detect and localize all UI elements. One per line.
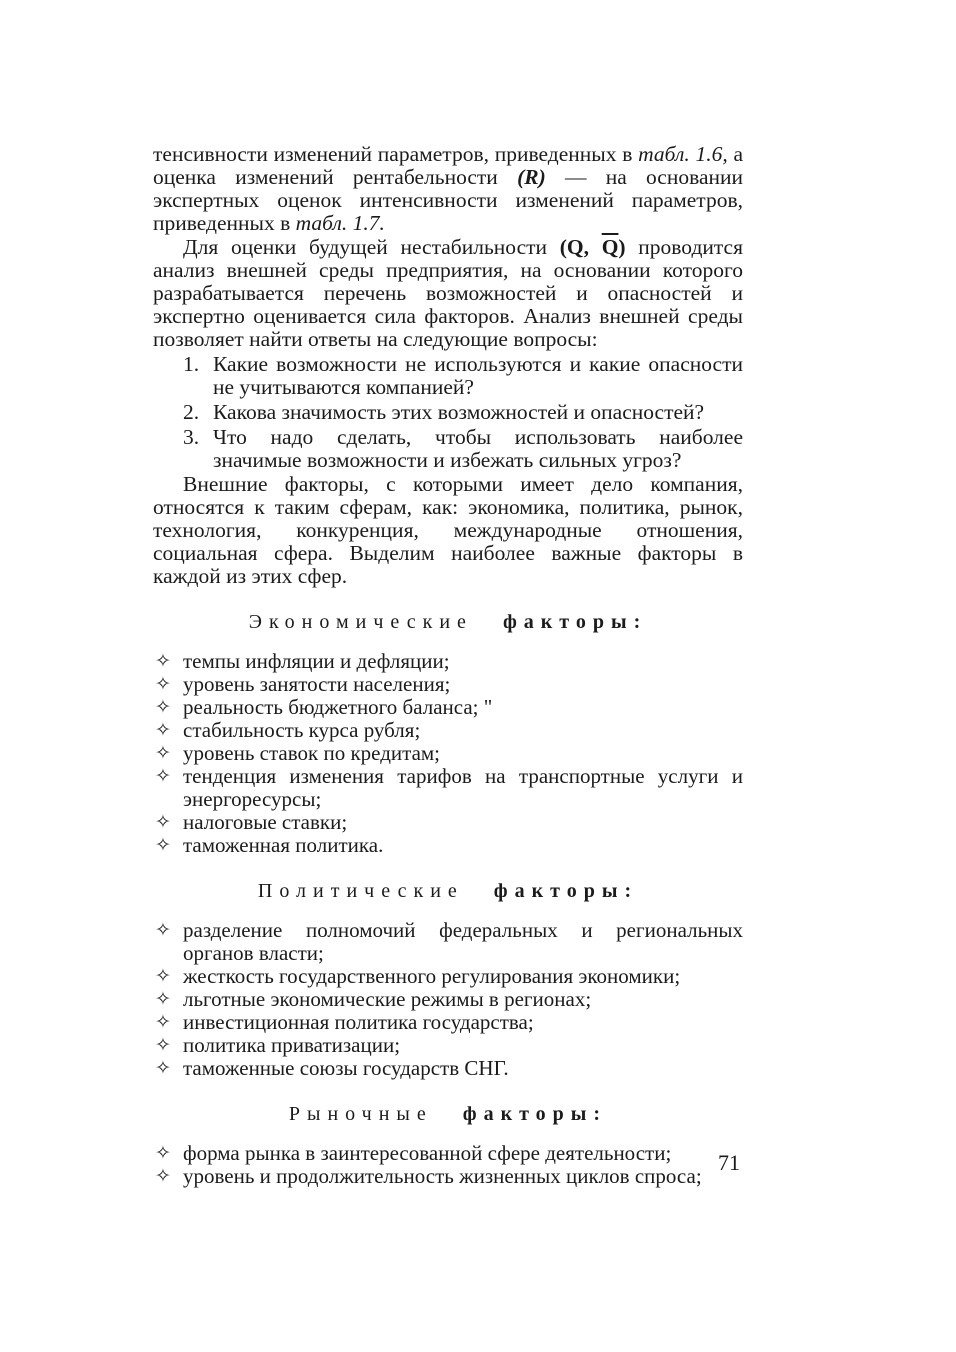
list-item-text: уровень занятости населения; — [183, 672, 451, 696]
bullet-diamond-icon: ✧ — [155, 1058, 171, 1079]
section-heading-economic — [153, 610, 743, 634]
list-item — [153, 988, 743, 1011]
list-item — [153, 965, 743, 988]
heading-word-bold: факторы: — [493, 880, 639, 902]
bullet-diamond-icon: ✧ — [155, 766, 171, 787]
bullet-diamond-icon: ✧ — [155, 697, 171, 718]
list-item — [153, 1165, 743, 1188]
section-heading-political — [153, 879, 743, 903]
heading-word: Рыночные — [288, 1103, 433, 1125]
text-run: а оценка изменений рентабельности — [153, 142, 743, 189]
list-item — [153, 834, 743, 857]
text-run: проводится анализ внешней среды предприятия, на основании которого разрабатывается перечень возможностей и опасностей и экспертно оценивается сила факторов. Анализ внешней среды позволяет найти ответы на следующие вопросы: — [153, 235, 743, 351]
list-item — [153, 673, 743, 696]
bullet-diamond-icon: ✧ — [155, 1012, 171, 1033]
symbol-q: (Q, — [559, 235, 602, 259]
question-number: 2. — [183, 400, 200, 424]
body-text — [153, 143, 743, 1188]
list-item — [153, 1011, 743, 1034]
paragraph-3: Внешние факторы, с которыми имеет дело компания, относятся к таким сферам, как: экономика, политика, рынок, технология, конкуренция, международные отношения, социальная сфера. Выделим наиболее важные факторы в каждой из этих сфер. — [153, 472, 743, 588]
bullet-diamond-icon: ✧ — [155, 674, 171, 695]
list-item — [153, 1142, 743, 1165]
bullet-diamond-icon: ✧ — [155, 812, 171, 833]
heading-word-bold: факторы: — [462, 1103, 608, 1125]
bullet-diamond-icon: ✧ — [155, 966, 171, 987]
question-text: Какова значимость этих возможностей и опасностей? — [213, 400, 705, 424]
text-run: Для оценки будущей нестабильности — [183, 235, 560, 259]
bullet-diamond-icon: ✧ — [155, 835, 171, 856]
list-item-text: жесткость государственного регулирования экономики; — [183, 964, 681, 988]
text-run: — на основании экспертных оценок интенсивности изменений параметров, приведенных в — [153, 165, 744, 235]
list-item — [153, 811, 743, 834]
table-reference: табл. 1.7. — [295, 211, 385, 235]
question-text: Какие возможности не используются и какие опасности не учитываются компанией? — [213, 352, 743, 399]
heading-word: Экономические — [248, 611, 473, 633]
question-number: 1. — [183, 352, 200, 376]
paragraph-1 — [153, 143, 743, 235]
question-item — [153, 353, 743, 399]
list-item-text: таможенные союзы государств СНГ. — [183, 1056, 509, 1080]
section-heading-market — [153, 1102, 743, 1126]
list-item-text: таможенная политика. — [183, 833, 384, 857]
list-item — [153, 1057, 743, 1080]
list-item — [153, 650, 743, 673]
list-item-text: уровень ставок по кредитам; — [183, 741, 441, 765]
list-item — [153, 696, 743, 719]
bullet-diamond-icon: ✧ — [155, 651, 171, 672]
bullet-diamond-icon: ✧ — [155, 920, 171, 941]
question-item — [153, 426, 743, 472]
symbol-q-bar: $\overline{Q}$ — [601, 235, 619, 259]
list-item-text: реальность бюджетного баланса; " — [183, 695, 493, 719]
list-item — [153, 1034, 743, 1057]
list-item-text: тенденция изменения тарифов на транспортные услуги и энергоресурсы; — [183, 764, 743, 811]
list-item — [153, 765, 743, 811]
bullet-diamond-icon: ✧ — [155, 1035, 171, 1056]
page-number: 71 — [718, 1150, 740, 1175]
bullet-diamond-icon: ✧ — [155, 720, 171, 741]
list-item-text: форма рынка в заинтересованной сфере деятельности; — [183, 1141, 672, 1165]
list-item-text: политика приватизации; — [183, 1033, 401, 1057]
question-number: 3. — [183, 425, 200, 449]
question-text: Что надо сделать, чтобы использовать наиболее значимые возможности и избежать сильных угроз? — [213, 425, 743, 472]
bullet-diamond-icon: ✧ — [155, 1166, 171, 1187]
symbol-close: ) — [618, 235, 626, 259]
list-item-text: налоговые ставки; — [183, 810, 348, 834]
question-item — [153, 401, 743, 424]
list-item — [153, 742, 743, 765]
bullet-diamond-icon: ✧ — [155, 1143, 171, 1164]
symbol-r: (R) — [517, 165, 546, 189]
heading-word: Политические — [257, 880, 464, 902]
list-item-text: уровень и продолжительность жизненных циклов спроса; — [183, 1164, 702, 1188]
list-item-text: разделение полномочий федеральных и региональных органов власти; — [183, 918, 743, 965]
text-run: тенсивности изменений параметров, приведенных в — [153, 142, 639, 166]
table-reference: табл. 1.6, — [638, 142, 728, 166]
list-item-text: инвестиционная политика государства; — [183, 1010, 534, 1034]
list-item — [153, 919, 743, 965]
list-item-text: темпы инфляции и дефляции; — [183, 649, 450, 673]
list-item-text: стабильность курса рубля; — [183, 718, 421, 742]
list-item — [153, 719, 743, 742]
bullet-diamond-icon: ✧ — [155, 743, 171, 764]
paragraph-2 — [153, 236, 743, 351]
bullet-diamond-icon: ✧ — [155, 989, 171, 1010]
heading-word-bold: факторы: — [502, 611, 648, 633]
list-item-text: льготные экономические режимы в регионах; — [183, 987, 592, 1011]
